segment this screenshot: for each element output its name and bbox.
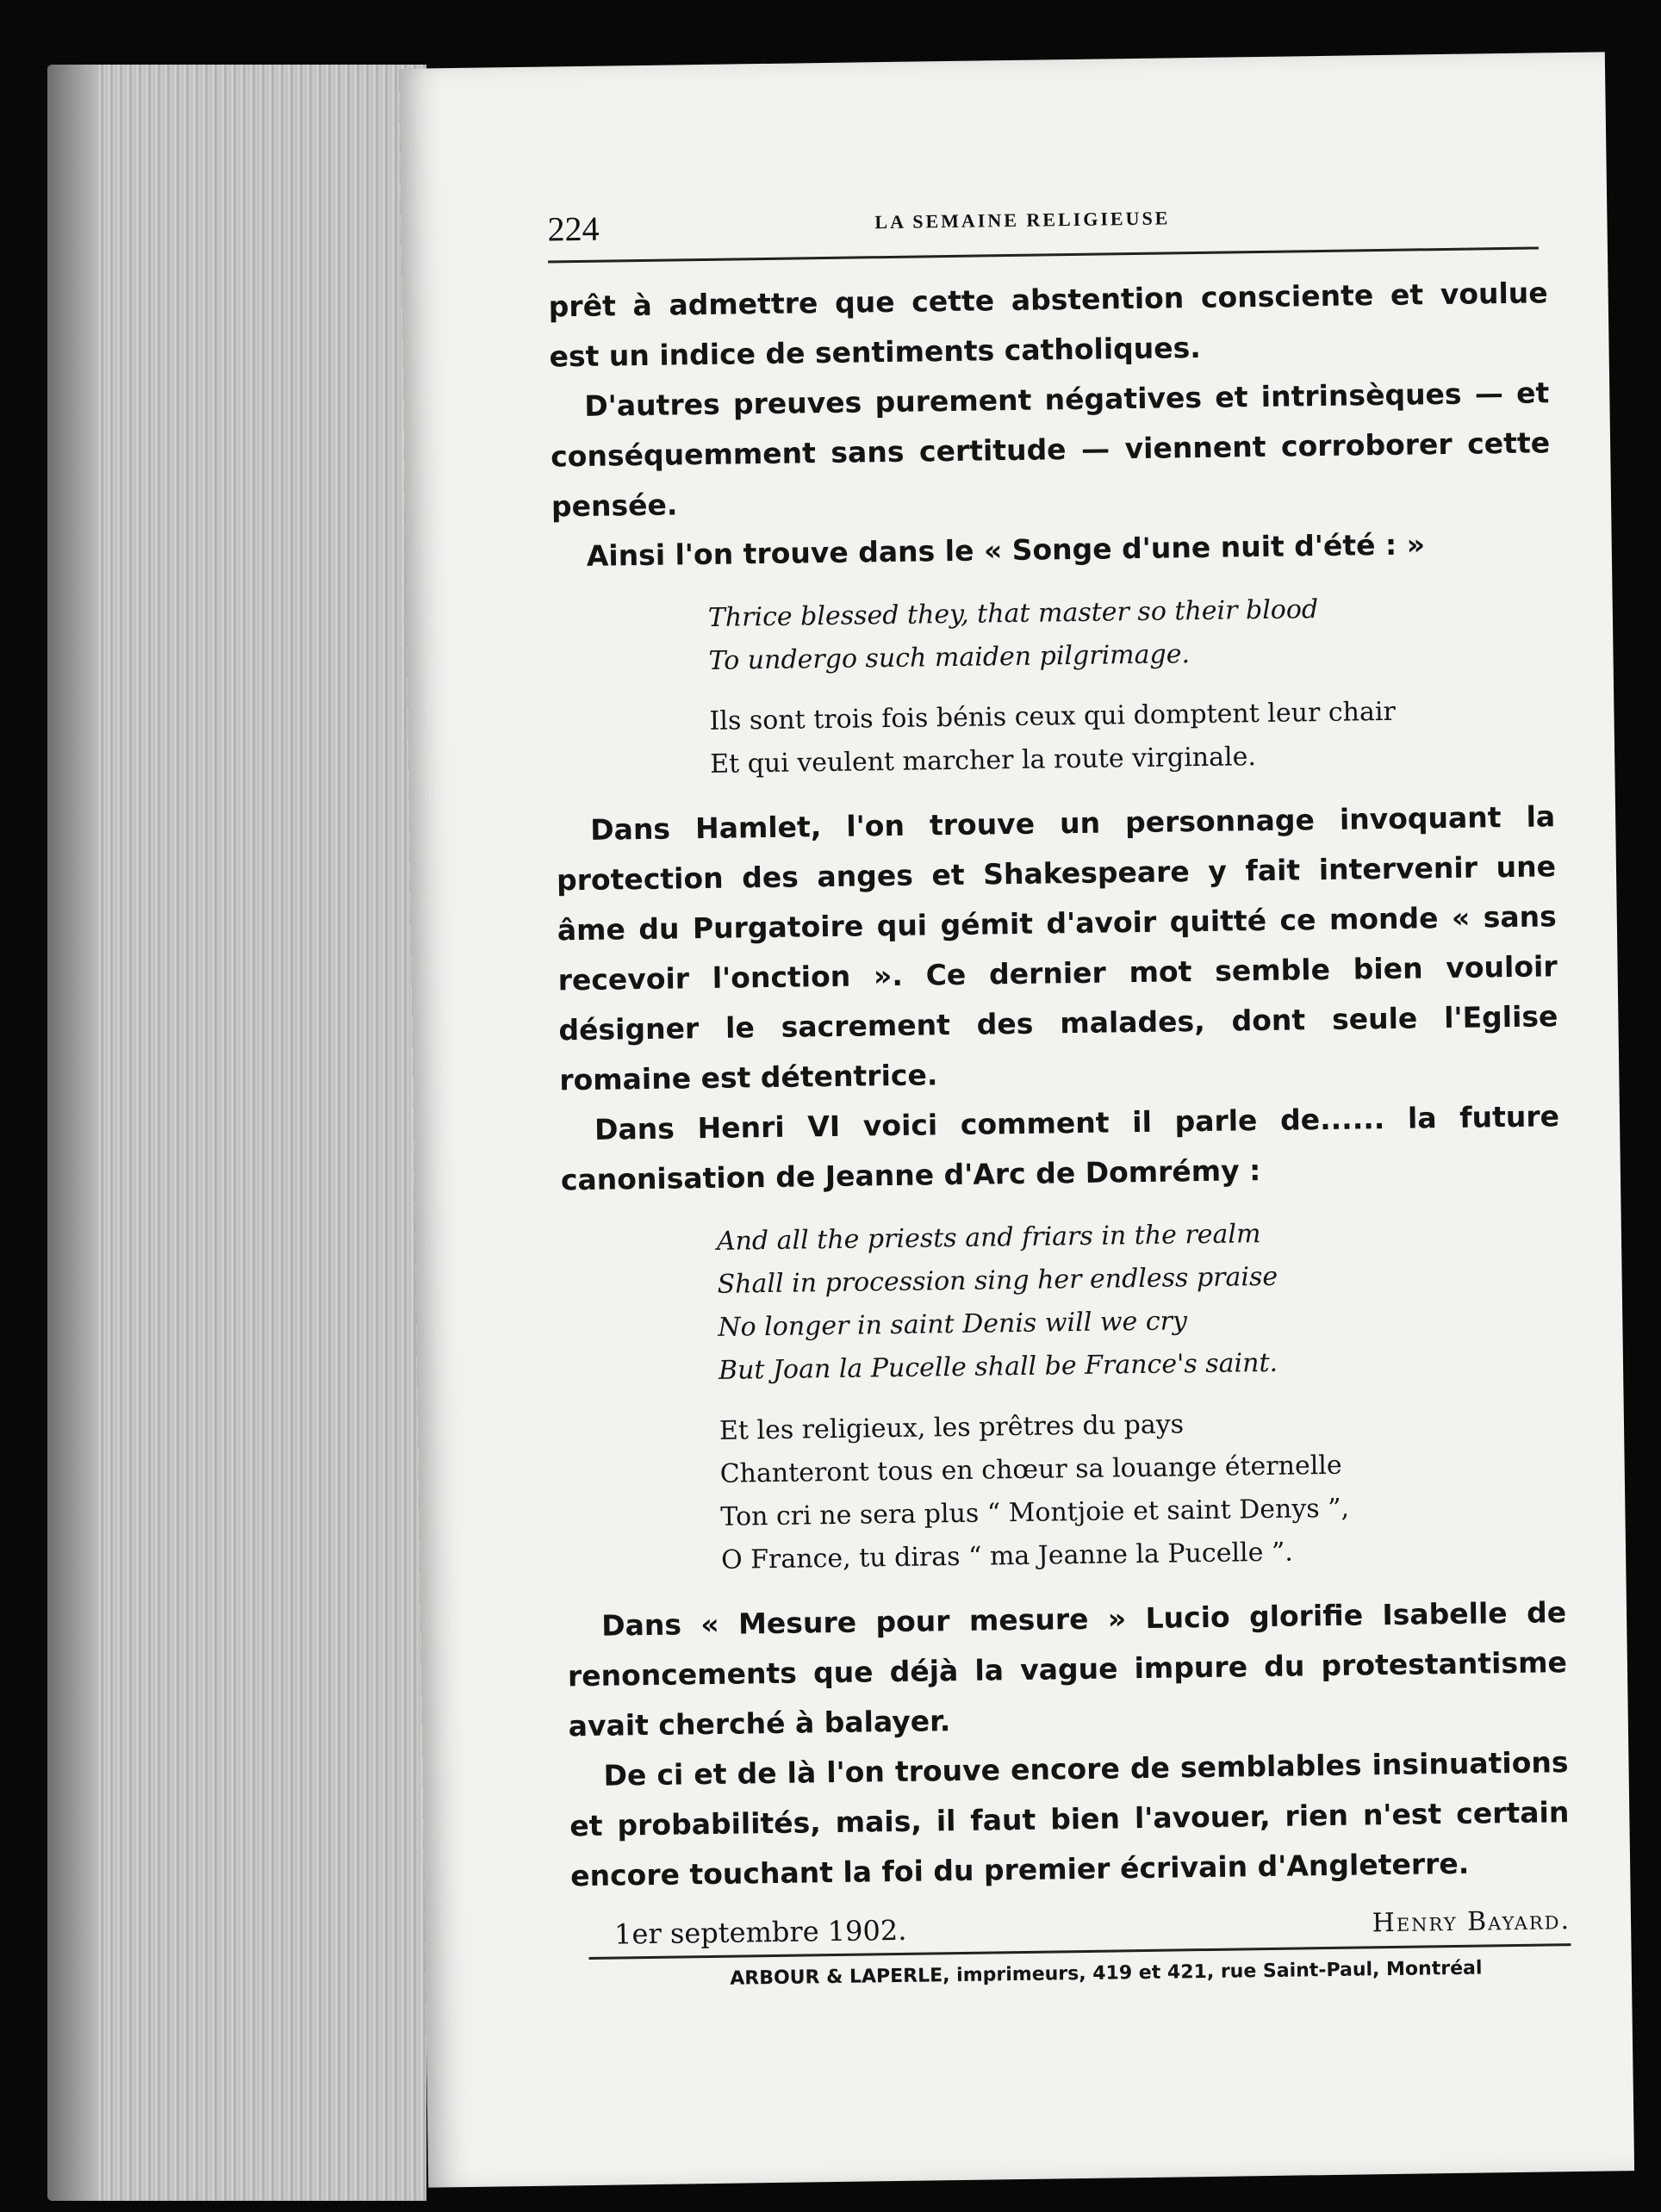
- verse-line: And all the priests and friars in the realm: [716, 1219, 1261, 1257]
- book-page: [399, 52, 1634, 2187]
- paragraph-6: Dans « Mesure pour mesure » Lucio glorifie Isabelle de renoncements que déjà la vague impure du protestantisme avait cherché à balayer.: [567, 1595, 1568, 1743]
- paragraph-2: D'autres preuves purement négatives et intrinsèques — et conséquemment sans certitude — viennent corroborer cette pensée.: [550, 376, 1551, 524]
- verse-line: Ils sont trois fois bénis ceux qui domptent leur chair: [709, 696, 1397, 736]
- paragraph-5: Dans Henri VI voici comment il parle de...... la future canonisation de Jeanne d'Arc de Domrémy :: [560, 1099, 1560, 1197]
- verse-line: O France, tu diras “ ma Jeanne la Pucelle ”.: [720, 1537, 1294, 1575]
- verse-line: Et les religieux, les prêtres du pays: [719, 1409, 1185, 1446]
- verse-line: Ton cri ne sera plus “ Montjoie et saint Denys ”,: [720, 1493, 1350, 1532]
- verse-henry-french: [719, 1398, 1566, 1582]
- paragraph-1: prêt à admettre que cette abstention consciente et voulue est un indice de sentiments catholiques.: [548, 276, 1548, 374]
- verse-line: Shall in procession sing her endless praise: [717, 1261, 1278, 1300]
- running-head: LA SEMAINE RELIGIEUSE: [874, 207, 1171, 233]
- paragraph-4: Dans Hamlet, l'on trouve un personnage invoquant la protection des anges et Shakespeare y fait intervenir une âme du Purgatoire qui gémit d'avoir quitté ce monde « sans recevoir l'onction ». Ce dernier mot semble bien vouloir désigner le sacrement des malades, dont seule l'Eglise romaine est détentrice.: [556, 799, 1558, 1097]
- verse-midsummer-french: [709, 688, 1554, 786]
- verse-line: To undergo such maiden pilgrimage.: [708, 639, 1191, 676]
- article-author: Henry Bayard.: [1372, 1905, 1571, 1939]
- verse-line: Thrice blessed they, that master so their blood: [707, 594, 1319, 633]
- verse-line: No longer in saint Denis will we cry: [718, 1306, 1188, 1343]
- verse-henry-english: [717, 1209, 1564, 1393]
- printer-imprint: ARBOUR & LAPERLE, imprimeurs, 419 et 421, rue Saint-Paul, Montréal: [730, 1957, 1483, 1990]
- verse-line: Chanteront tous en chœur sa louange éternelle: [719, 1450, 1342, 1489]
- verse-midsummer-english: [707, 585, 1552, 683]
- paragraph-3: Ainsi l'on trouve dans le « Songe d'une nuit d'été : »: [586, 527, 1426, 573]
- verse-line: But Joan la Pucelle shall be France's saint.: [718, 1347, 1278, 1386]
- verse-line: Et qui veulent marcher la route virginale.: [709, 742, 1257, 780]
- book-spine-shadow: [47, 65, 99, 2201]
- book-page-edges: [47, 65, 426, 2201]
- paragraph-7: De ci et de là l'on trouve encore de semblables insinuations et probabilités, mais, il faut bien l'avouer, rien n'est certain encore touchant la foi du premier écrivain d'Angleterre.: [569, 1745, 1570, 1893]
- page-header: [547, 195, 1539, 263]
- article-date: 1er septembre 1902.: [613, 1913, 907, 1951]
- page-number: 224: [547, 208, 600, 249]
- article-body: [548, 268, 1571, 1970]
